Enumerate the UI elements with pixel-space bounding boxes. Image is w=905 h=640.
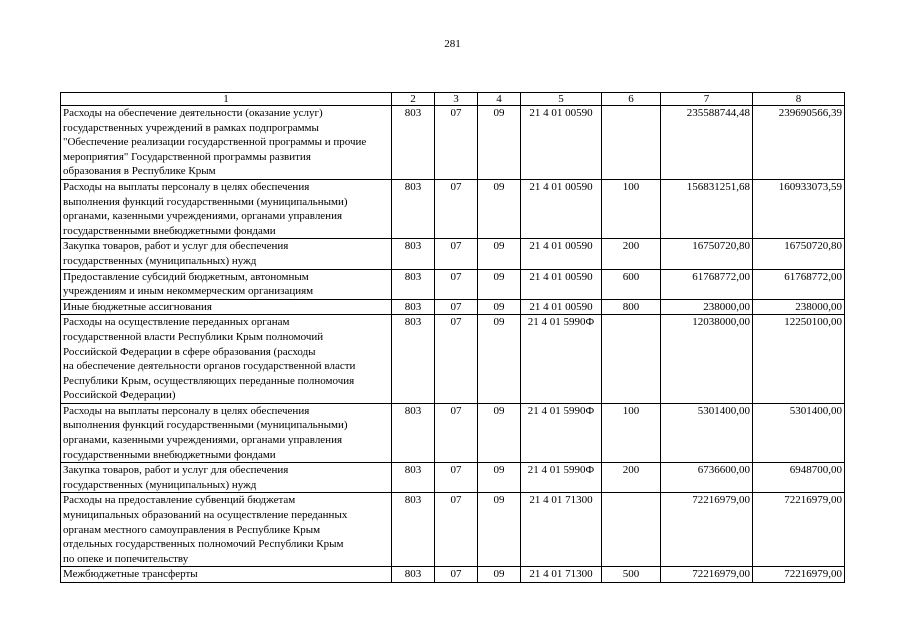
table-row [61, 179, 845, 238]
row-name-line: Российской Федерации в сфере образования (расходы [63, 345, 316, 358]
cell-subsection: 09 [478, 493, 521, 567]
table-row [61, 403, 845, 462]
column-header: 7 [661, 93, 753, 106]
cell-subsection: 09 [478, 567, 521, 583]
cell-code-admin: 803 [392, 567, 435, 583]
cell-subsection: 09 [478, 299, 521, 315]
cell-subsection: 09 [478, 403, 521, 462]
cell-section: 07 [435, 269, 478, 299]
column-header: 8 [753, 93, 845, 106]
table-row [61, 106, 845, 180]
column-header: 6 [602, 93, 661, 106]
cell-amount-year-1: 6736600,00 [661, 463, 753, 493]
row-name-line: Расходы на выплаты персоналу в целях обеспечения [63, 404, 310, 417]
cell-amount-year-2: 160933073,59 [753, 179, 845, 238]
cell-amount-year-2: 72216979,00 [753, 493, 845, 567]
table-row [61, 239, 845, 269]
row-name-line: государственной власти Республики Крым полномочий [63, 330, 324, 343]
cell-amount-year-2: 61768772,00 [753, 269, 845, 299]
cell-section: 07 [435, 239, 478, 269]
cell-amount-year-1: 5301400,00 [661, 403, 753, 462]
header-row [61, 93, 845, 106]
row-name-line: Расходы на обеспечение деятельности (оказание услуг) [63, 107, 323, 119]
row-name-line: мероприятия" Государственной программы развития [63, 150, 311, 163]
cell-section: 07 [435, 106, 478, 180]
cell-target-article: 21 4 01 71300 [521, 567, 602, 583]
row-name [61, 315, 392, 404]
cell-section: 07 [435, 299, 478, 315]
row-name-line: органами, казенными учреждениями, органами управления [63, 210, 343, 223]
cell-code-admin: 803 [392, 239, 435, 269]
cell-amount-year-1: 72216979,00 [661, 493, 753, 567]
cell-amount-year-1: 12038000,00 [661, 315, 753, 404]
cell-target-article: 21 4 01 5990Ф [521, 315, 602, 404]
column-header: 4 [478, 93, 521, 106]
row-name-line: выполнения функций государственными (муниципальными) [63, 195, 348, 208]
cell-section: 07 [435, 315, 478, 404]
cell-amount-year-1: 72216979,00 [661, 567, 753, 583]
table-row [61, 299, 845, 315]
cell-expense-type: 200 [602, 239, 661, 269]
cell-section: 07 [435, 403, 478, 462]
row-name-line: Расходы на выплаты персоналу в целях обеспечения [63, 180, 310, 193]
page-number: 281 [444, 38, 461, 50]
cell-code-admin: 803 [392, 299, 435, 315]
table-row [61, 493, 845, 567]
cell-amount-year-2: 6948700,00 [753, 463, 845, 493]
row-name-line: Межбюджетные трансферты [63, 568, 198, 581]
cell-expense-type: 100 [602, 403, 661, 462]
budget-table [60, 92, 845, 583]
row-name-line: образования в Республике Крым [63, 165, 216, 178]
row-name [61, 493, 392, 567]
row-name [61, 403, 392, 462]
row-name [61, 179, 392, 238]
cell-target-article: 21 4 01 00590 [521, 239, 602, 269]
cell-amount-year-1: 156831251,68 [661, 179, 753, 238]
row-name-line: государственных (муниципальных) нужд [63, 478, 257, 491]
row-name-line: "Обеспечение реализации государственной программы и прочие [63, 136, 367, 149]
cell-target-article: 21 4 01 00590 [521, 299, 602, 315]
table-row [61, 567, 845, 583]
cell-section: 07 [435, 463, 478, 493]
cell-target-article: 21 4 01 00590 [521, 179, 602, 238]
row-name-line: по опеке и попечительству [63, 552, 189, 565]
table-row [61, 269, 845, 299]
column-header: 3 [435, 93, 478, 106]
cell-target-article: 21 4 01 5990Ф [521, 403, 602, 462]
row-name-line: Закупка товаров, работ и услуг для обеспечения [63, 240, 289, 253]
cell-target-article: 21 4 01 00590 [521, 106, 602, 180]
cell-expense-type [602, 493, 661, 567]
row-name-line: Республики Крым, осуществляющих переданные полномочия [63, 374, 355, 387]
row-name-line: органам местного самоуправления в Республике Крым [63, 523, 321, 536]
row-name-line: учреждениям и иным некоммерческим организациям [63, 285, 314, 298]
row-name-line: Предоставление субсидий бюджетным, автономным [63, 270, 309, 283]
cell-subsection: 09 [478, 106, 521, 180]
cell-amount-year-2: 12250100,00 [753, 315, 845, 404]
cell-section: 07 [435, 179, 478, 238]
cell-target-article: 21 4 01 5990Ф [521, 463, 602, 493]
row-name-line: выполнения функций государственными (муниципальными) [63, 419, 348, 432]
row-name [61, 299, 392, 315]
cell-expense-type: 800 [602, 299, 661, 315]
cell-section: 07 [435, 493, 478, 567]
row-name-line: Закупка товаров, работ и услуг для обеспечения [63, 464, 289, 477]
cell-expense-type: 500 [602, 567, 661, 583]
row-name [61, 106, 392, 180]
row-name [61, 567, 392, 583]
cell-expense-type [602, 106, 661, 180]
cell-code-admin: 803 [392, 106, 435, 180]
column-header: 5 [521, 93, 602, 106]
cell-code-admin: 803 [392, 315, 435, 404]
cell-amount-year-2: 16750720,80 [753, 239, 845, 269]
cell-amount-year-1: 235588744,48 [661, 106, 753, 180]
cell-amount-year-2: 72216979,00 [753, 567, 845, 583]
cell-expense-type [602, 315, 661, 404]
cell-amount-year-1: 238000,00 [661, 299, 753, 315]
cell-section: 07 [435, 567, 478, 583]
cell-target-article: 21 4 01 71300 [521, 493, 602, 567]
row-name-line: государственных (муниципальных) нужд [63, 254, 257, 267]
row-name-line: отдельных государственных полномочий Республики Крым [63, 538, 344, 551]
cell-code-admin: 803 [392, 403, 435, 462]
cell-amount-year-2: 239690566,39 [753, 106, 845, 180]
cell-expense-type: 200 [602, 463, 661, 493]
row-name-line: государственных учреждений в рамках подпрограммы [63, 121, 319, 134]
cell-code-admin: 803 [392, 269, 435, 299]
row-name-line: Российской Федерации) [63, 389, 176, 402]
cell-subsection: 09 [478, 315, 521, 404]
row-name [61, 463, 392, 493]
row-name-line: государственными внебюджетными фондами [63, 448, 276, 461]
row-name-line: муниципальных образований на осуществление переданных [63, 509, 348, 522]
cell-target-article: 21 4 01 00590 [521, 269, 602, 299]
cell-subsection: 09 [478, 269, 521, 299]
table-row [61, 315, 845, 404]
column-header: 1 [61, 93, 392, 106]
row-name [61, 269, 392, 299]
row-name-line: Иные бюджетные ассигнования [63, 300, 212, 313]
row-name [61, 239, 392, 269]
table-body [61, 93, 845, 583]
cell-expense-type: 100 [602, 179, 661, 238]
cell-subsection: 09 [478, 463, 521, 493]
column-header: 2 [392, 93, 435, 106]
row-name-line: органами, казенными учреждениями, органами управления [63, 434, 343, 447]
cell-subsection: 09 [478, 179, 521, 238]
cell-amount-year-2: 5301400,00 [753, 403, 845, 462]
cell-subsection: 09 [478, 239, 521, 269]
row-name-line: государственными внебюджетными фондами [63, 224, 276, 237]
cell-amount-year-2: 238000,00 [753, 299, 845, 315]
cell-amount-year-1: 16750720,80 [661, 239, 753, 269]
row-name-line: на обеспечение деятельности органов государственной власти [63, 360, 356, 373]
row-name-line: Расходы на осуществление переданных органам [63, 316, 290, 329]
cell-code-admin: 803 [392, 179, 435, 238]
cell-code-admin: 803 [392, 463, 435, 493]
cell-amount-year-1: 61768772,00 [661, 269, 753, 299]
cell-code-admin: 803 [392, 493, 435, 567]
table-row [61, 463, 845, 493]
cell-expense-type: 600 [602, 269, 661, 299]
row-name-line: Расходы на предоставление субвенций бюджетам [63, 494, 296, 507]
